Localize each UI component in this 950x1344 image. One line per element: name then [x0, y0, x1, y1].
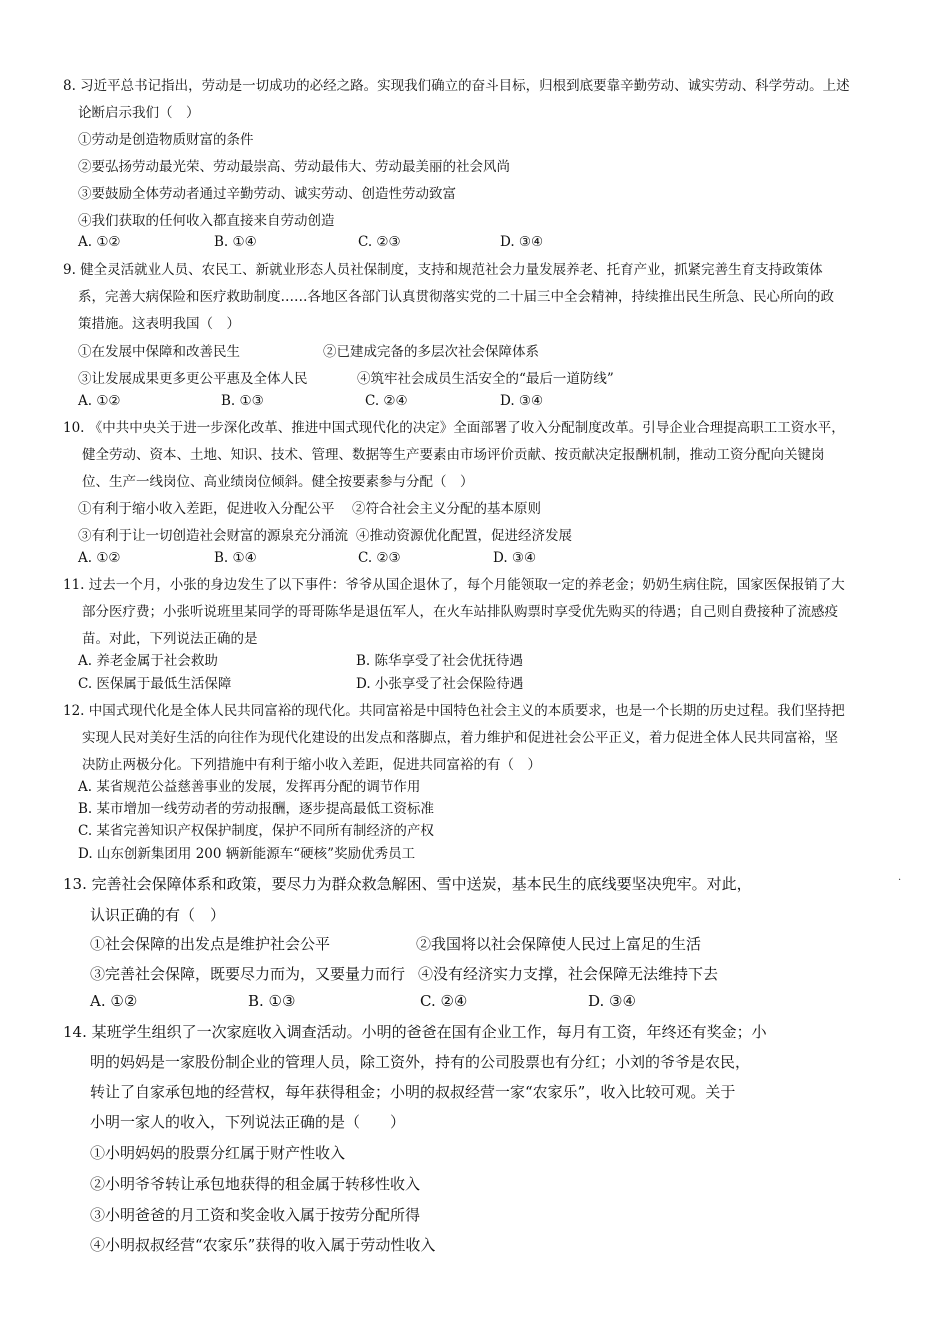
statement-2: ②已建成完备的多层次社会保障体系 [323, 344, 539, 360]
question-stem-line: 决防止两极分化。下列措施中有利于缩小收入差距，促进共同富裕的有（ ） [82, 757, 541, 773]
choice-a[interactable]: A. ①② [78, 234, 121, 250]
choice-c[interactable]: C. ②④ [420, 992, 468, 1010]
statement-1: ①社会保障的出发点是维护社会公平 [90, 935, 331, 953]
question-stem-line: 策措施。这表明我国（ ） [78, 316, 240, 332]
choice-c[interactable]: C. 医保属于最低生活保障 [78, 676, 232, 692]
choice-b[interactable]: B. ①③ [221, 393, 264, 409]
statement-2: ②我国将以社会保障使人民过上富足的生活 [416, 935, 702, 953]
margin-mark: . [898, 872, 902, 883]
statement-4: ④没有经济实力支撑，社会保障无法维持下去 [418, 965, 719, 983]
choice-c[interactable]: C. ②④ [365, 393, 408, 409]
statement-2: ②要弘扬劳动最光荣、劳动最崇高、劳动最伟大、劳动最美丽的社会风尚 [78, 159, 510, 175]
question-stem-line: 11. 过去一个月，小张的身边发生了以下事件：爷爷从国企退休了，每个月能领取一定的养老金；奶奶生病住院，国家医保报销了大 [63, 577, 845, 593]
option-c[interactable]: C. 某省完善知识产权保护制度，保护不同所有制经济的产权 [78, 823, 434, 839]
question-stem-line: 实现人民对美好生活的向往作为现代化建设的出发点和落脚点，着力维护和促进社会公平正义，着力促进全体人民共同富裕，坚 [82, 730, 838, 746]
question-stem-line: 转让了自家承包地的经营权，每年获得租金；小明的叔叔经营一家“农家乐”，收入比较可观。关于 [90, 1083, 736, 1101]
choice-d[interactable]: D. ③④ [493, 550, 537, 566]
statement-3: ③要鼓励全体劳动者通过辛勤劳动、诚实劳动、创造性劳动致富 [78, 186, 456, 202]
question-stem-line: 明的妈妈是一家股份制企业的管理人员，除工资外，持有的公司股票也有分红；小刘的爷爷是农民， [90, 1053, 751, 1071]
option-a[interactable]: A. 某省规范公益慈善事业的发展，发挥再分配的调节作用 [78, 779, 421, 795]
choice-d[interactable]: D. 小张享受了社会保险待遇 [356, 676, 524, 692]
choice-c[interactable]: C. ②③ [358, 234, 401, 250]
statement-1: ①劳动是创造物质财富的条件 [78, 132, 254, 148]
statement-4: ④小明叔叔经营“农家乐”获得的收入属于劳动性收入 [90, 1236, 436, 1254]
question-stem-line: 12. 中国式现代化是全体人民共同富裕的现代化。共同富裕是中国特色社会主义的本质要求，也是一个长期的历史过程。我们坚持把 [63, 703, 845, 719]
choice-b[interactable]: B. 陈华享受了社会优抚待遇 [356, 653, 524, 669]
question-stem-line: 10. 《中共中央关于进一步深化改革、推进中国式现代化的决定》全面部署了收入分配制度改革。引导企业合理提高职工工资水平， [63, 420, 845, 436]
statement-2: ②小明爷爷转让承包地获得的租金属于转移性收入 [90, 1175, 421, 1193]
statement-4: ④筑牢社会成员生活安全的“最后一道防线” [357, 371, 614, 387]
question-stem-line: 13. 完善社会保障体系和政策，要尽力为群众救急解困、雪中送炭，基本民生的底线要坚决兜牢。对此， [63, 875, 752, 893]
statement-4: ④推动资源优化配置，促进经济发展 [356, 528, 572, 544]
choice-d[interactable]: D. ③④ [500, 393, 544, 409]
choice-b[interactable]: B. ①④ [214, 234, 257, 250]
statement-1: ①小明妈妈的股票分红属于财产性收入 [90, 1144, 346, 1162]
choice-d[interactable]: D. ③④ [500, 234, 544, 250]
question-stem-line: 认识正确的有（ ） [90, 906, 226, 924]
question-stem-line: 健全劳动、资本、土地、知识、技术、管理、数据等生产要素由市场评价贡献、按贡献决定报酬机制，推动工资分配向关键岗 [82, 447, 825, 463]
choice-a[interactable]: A. ①② [78, 393, 121, 409]
option-d[interactable]: D. 山东创新集团用 200 辆新能源车“硬核”奖励优秀员工 [78, 846, 416, 862]
choice-b[interactable]: B. ①④ [214, 550, 257, 566]
question-stem-line: 14. 某班学生组织了一次家庭收入调查活动。小明的爸爸在国有企业工作，每月有工资，年终还有奖金；小 [63, 1023, 767, 1041]
question-stem-line: 位、生产一线岗位、高业绩岗位倾斜。健全按要素参与分配（ ） [82, 474, 474, 490]
choice-a[interactable]: A. ①② [78, 550, 121, 566]
statement-3: ③完善社会保障，既要尽力而为，又要量力而行 [90, 965, 406, 983]
question-stem-line: 小明一家人的收入，下列说法正确的是（ ） [90, 1113, 406, 1131]
question-stem-line: 部分医疗费；小张听说班里某同学的哥哥陈华是退伍军人，在火车站排队购票时享受优先购买的待遇；自己则自费接种了流感疫 [82, 604, 838, 620]
statement-3: ③小明爸爸的月工资和奖金收入属于按劳分配所得 [90, 1206, 421, 1224]
statement-2: ②符合社会主义分配的基本原则 [352, 501, 541, 517]
option-b[interactable]: B. 某市增加一线劳动者的劳动报酬，逐步提高最低工资标准 [78, 801, 435, 817]
choice-a[interactable]: A. 养老金属于社会救助 [78, 653, 218, 669]
statement-4: ④我们获取的任何收入都直接来自劳动创造 [78, 213, 335, 229]
statement-1: ①在发展中保障和改善民生 [78, 344, 240, 360]
question-stem-line: 系，完善大病保险和医疗救助制度……各地区各部门认真贯彻落实党的二十届三中全会精神，持续推出民生所急、民心所向的政 [78, 289, 834, 305]
statement-3: ③有利于让一切创造社会财富的源泉充分涌流 [78, 528, 348, 544]
statement-3: ③让发展成果更多更公平惠及全体人民 [78, 371, 308, 387]
question-stem-line: 苗。对此，下列说法正确的是 [82, 631, 258, 647]
choice-c[interactable]: C. ②③ [358, 550, 401, 566]
question-stem-line: 9. 健全灵活就业人员、农民工、新就业形态人员社保制度，支持和规范社会力量发展养老、托育产业，抓紧完善生育支持政策体 [63, 262, 823, 278]
question-stem-line: 8. 习近平总书记指出，劳动是一切成功的必经之路。实现我们确立的奋斗目标，归根到底要靠辛勤劳动、诚实劳动、科学劳动。上述 [63, 78, 850, 94]
statement-1: ①有利于缩小收入差距，促进收入分配公平 [78, 501, 335, 517]
choice-d[interactable]: D. ③④ [588, 992, 636, 1010]
choice-a[interactable]: A. ①② [90, 992, 138, 1010]
choice-b[interactable]: B. ①③ [248, 992, 296, 1010]
question-stem-line: 论断启示我们（ ） [78, 105, 200, 121]
